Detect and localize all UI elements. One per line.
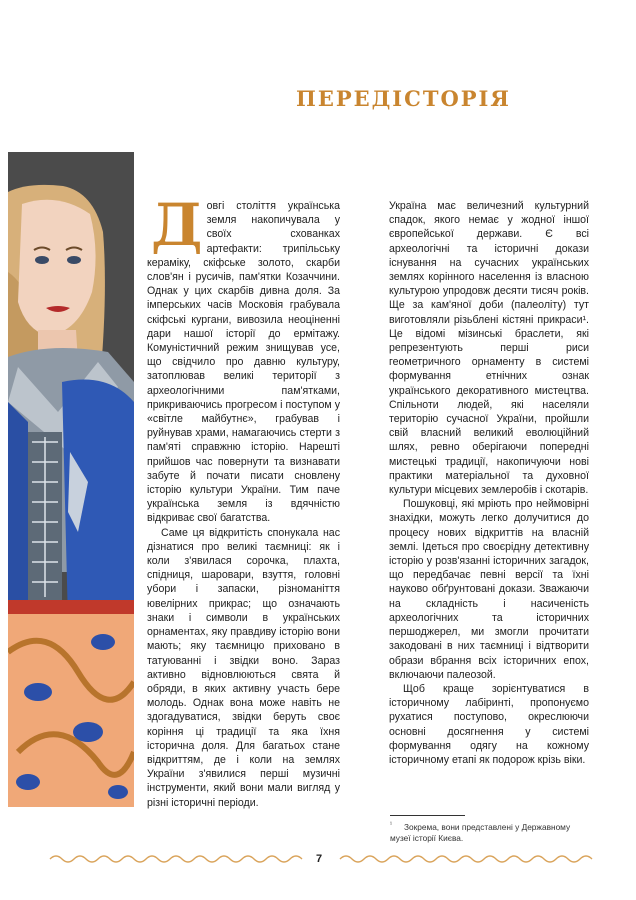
text-column-right (389, 199, 589, 767)
footer-ornament-right (338, 853, 594, 866)
body-paragraph: Саме ця відкритість спонукала нас дізнатися про великі таємниці: як і коли з'явилася сорочка, плахта, спідниця, шаровари, взуття, головні убори і запаски, різноманіття ювелірних прикрас; що означають знаки і символи в українських орнаментах, яку правдиву історію вони мають; яку таємницю приховано в татуюванні і звідки воно. Зараз активно відновлюються свята й обряди, в яких активну участь бере молодь. Однак вона може навіть не здогадуватися, звідки беруть своє коріння ці традиції та яка їхня історична доля. Для багатьох стане відкриттям, де і коли на землях України з'явилися перші музичні інструменти, який вони мали вигляд у різні історичні періоди. (147, 526, 340, 809)
body-paragraph: Щоб краще зорієнтуватися в історичному лабіринті, пропонуємо рухатися поступово, окреслюючи основні досягнення у системі формування одягу на кожному історичному етапі як подорож крізь віки. (389, 682, 589, 766)
drop-cap: Д (151, 191, 203, 259)
intro-paragraph: Довгі століття українська земля накопичувала у своїх схованках артефакти: трипільську кераміку, скіфське золото, скарби слов'ян і русичів, пам'ятки Козаччини. Однак у цих скарбів дивна доля. За імперських часів Московія грабувала скіфські кургани, вивозила неоціненні дари нашої історії до ермітажу. Комуністичний режим знищував усе, що свідчило про давню культуру, затоплював великі території з археологічними пам'ятками, прикриваючись прогресом і поступом у «світле майбутнє», грабував і руйнував храми, намагаючись стерти з пам'яті справжню історію. Нарешті прийшов час повернути та визнавати забуте й почати писати сновлену історію культури України. Тим паче українська земля із вдячністю відкриває свої багатства. (147, 191, 340, 525)
body-paragraph: Україна має величезний культурний спадок, якого немає у жодної іншої європейської держави. Є всі археологічні та історичні докази існування на сучасних українських землях корінного населення із власною культурою упродовж десяти тисяч років. Ще за кам'яної доби (палеоліту) тут виготовляли різьблені кістяні прикраси¹. Це відомі мізинські браслети, які репрезентують перші риси геометричного орнаменту в системі формування етнічних ознак українського декоративного мистецтва. Спільноти людей, які населяли територію сучасної України, пройшли свій власний великий еволюційний шлях, ревно оберігаючи попередні мистецькі традиції, накопичуючи нові практики матеріальної та духовної культури місцевих землеробів і скотарів. (389, 200, 589, 497)
footnote: $^{^1}$ Зокрема, вони представлені у Державному музеї історії Києва. (390, 821, 571, 843)
footnote-divider (390, 815, 465, 816)
section-title: ПЕРЕДІСТОРІЯ (296, 86, 511, 111)
page-number: 7 (315, 853, 323, 865)
text-column-left (147, 191, 340, 810)
body-paragraph: Пошуковці, які мріють про неймовірні знахідки, можуть легко долучитися до процесу нових відкриттів на власній землі. Ідеться про своєрідну детективну історію у розв'язанні історичних загадок, що передбачає певні версії та їхні науково обґрунтовані докази. Зважаючи на складність і насиченість археологічних та історичних першоджерел, ми змогли прочитати закодовані в них таємниці і відтворити образи вбрання всіх історичних епох, включаючи палеозой. (389, 498, 589, 681)
footer-ornament-left (48, 853, 304, 866)
illustration-woman-in-embroidered-shirt (8, 152, 134, 807)
